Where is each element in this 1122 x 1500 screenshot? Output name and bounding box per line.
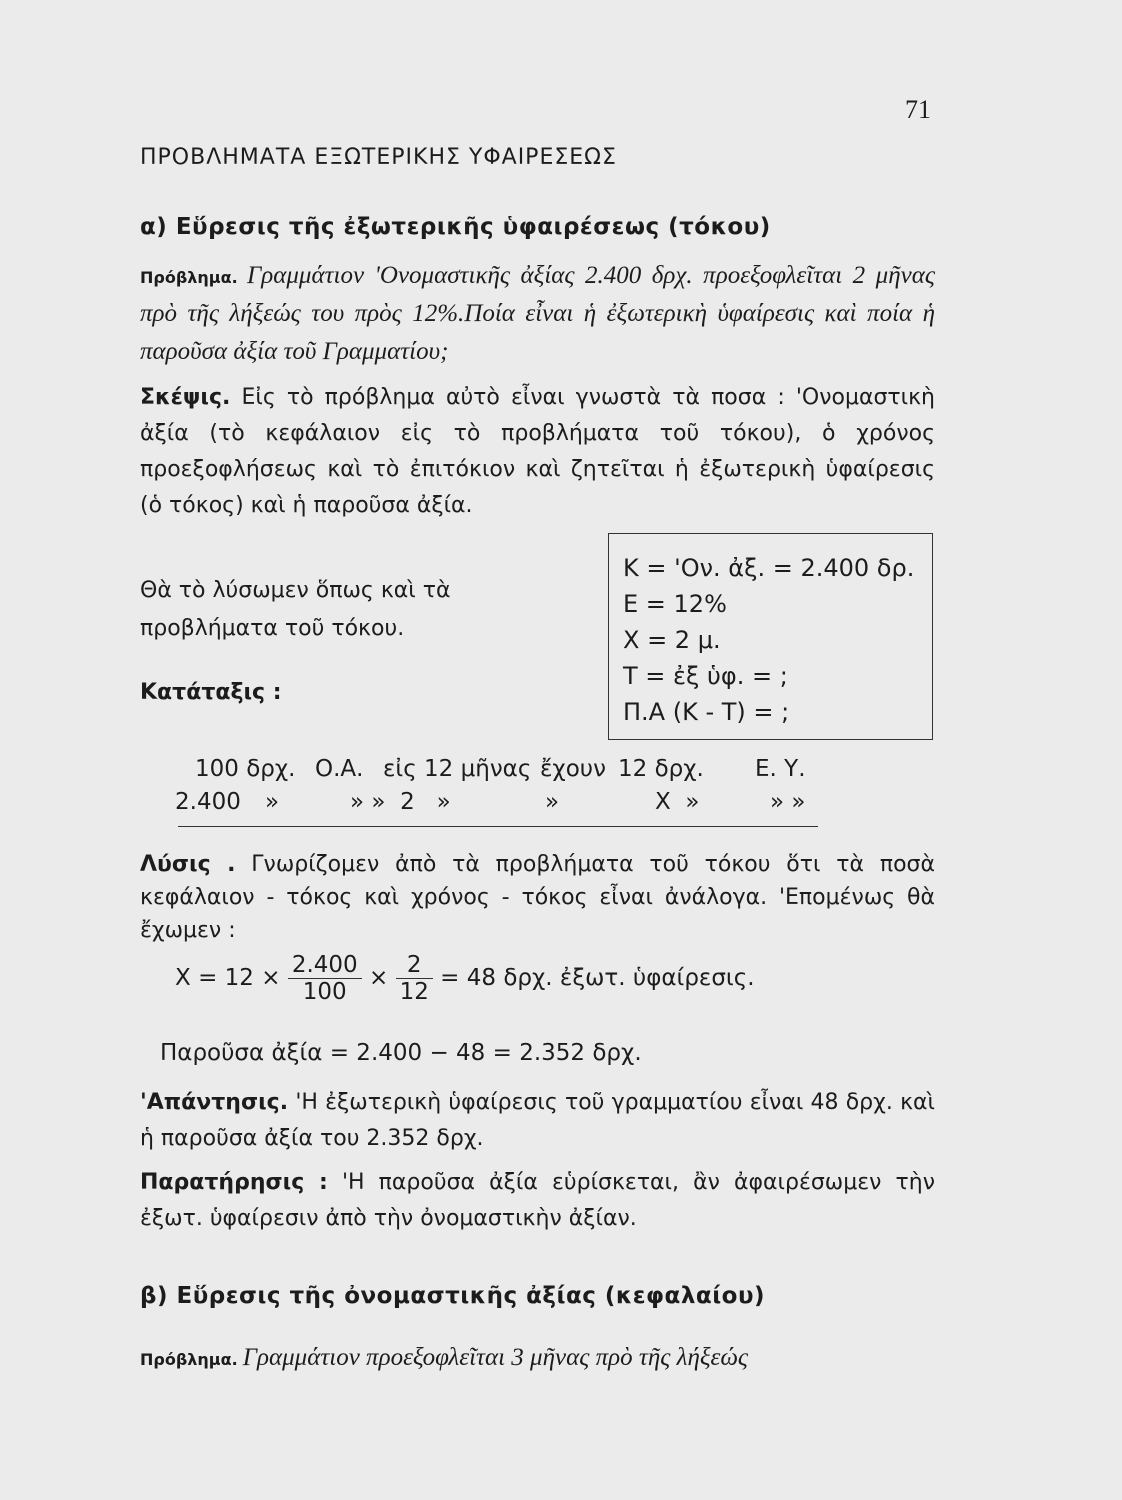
table-cell: Ε. Υ. (755, 756, 806, 782)
table-cell: 2.400 (175, 789, 241, 815)
problem-b-paragraph (140, 1340, 935, 1378)
problem-label: Πρόβλημα. (140, 268, 238, 287)
formula-lhs: Χ = 12 × (175, 965, 281, 991)
table-cell: εἰς 12 μῆνας (383, 756, 532, 782)
answer-label: 'Απάντησις. (140, 1090, 289, 1115)
solution-text: Γνωρίζομεν ἀπὸ τὰ προβλήματα τοῦ τόκου ὅτι τὰ ποσὰ κεφάλαιον - τόκος καὶ χρόνος - τόκος εἶναι ἀνάλογα. 'Επομένως θὰ ἔχωμεν : (140, 852, 935, 943)
solution-paragraph (140, 848, 935, 947)
table-cell: » » (770, 789, 806, 815)
table-cell: ἔχουν (540, 756, 606, 782)
given-item: Κ = 'Ον. ἀξ. = 2.400 δρ. (623, 554, 915, 582)
section-a-heading: α) Εὕρεσις τῆς ἐξωτερικῆς ὑφαιρέσεως (τόκου) (140, 214, 771, 240)
thought-paragraph (140, 380, 935, 524)
table-cell: 12 δρχ. (618, 756, 704, 782)
answer-paragraph (140, 1085, 935, 1157)
numerator: 2.400 (288, 952, 362, 979)
page-number: 71 (905, 95, 931, 124)
denominator: 100 (302, 979, 347, 1005)
table-cell: » (265, 789, 280, 815)
problem-paragraph (140, 258, 935, 372)
thought-label: Σκέψις. (140, 385, 231, 410)
problem-b-text: Γραμμάτιον προεξοφλεῖται 3 μῆνας πρὸ τῆς λήξεώς (242, 1344, 748, 1371)
remark-text: 'Η παροῦσα ἀξία εὑρίσκεται, ἂν ἀφαιρέσωμεν τὴν ἐξωτ. ὑφαίρεσιν ἀπὸ τὴν ὀνομαστικὴν ἀξίαν. (140, 1170, 935, 1231)
given-item: Π.Α (Κ - Τ) = ; (623, 698, 790, 726)
table-cell: Χ » (655, 789, 700, 815)
formula (175, 952, 755, 1005)
problem-text: Γραμμάτιον 'Ονομαστικῆς ἀξίας 2.400 δρχ. προεξοφλεῖται 2 μῆνας πρὸ τῆς λήξεώς του πρὸς 12%.Ποία εἶναι ἡ ἐξωτερικὴ ὑφαίρεσις καὶ ποία ἡ παροῦσα ἀξία τοῦ Γραμματίου; (140, 262, 935, 365)
solve-note: Θὰ τὸ λύσωμεν ὅπως καὶ τὰ προβλήματα τοῦ τόκου. (140, 578, 451, 641)
table-cell: 100 δρχ. (195, 756, 296, 782)
given-item: Χ = 2 μ. (623, 626, 721, 654)
present-value-line: Παροῦσα ἀξία = 2.400 − 48 = 2.352 δρχ. (160, 1040, 642, 1066)
fraction (288, 952, 362, 1005)
denominator: 12 (399, 979, 429, 1005)
givens-box (608, 533, 933, 740)
problem-b-label: Πρόβλημα. (140, 1350, 238, 1369)
formula-rhs: = 48 δρχ. ἐξωτ. ὑφαίρεσις. (440, 965, 755, 991)
answer-text: 'Η ἐξωτερικὴ ὑφαίρεσις τοῦ γραμματίου εἶναι 48 δρχ. καὶ ἡ παροῦσα ἀξία του 2.352 δρχ. (140, 1090, 935, 1151)
given-item: Ε = 12% (623, 590, 727, 618)
table-cell: Ο.Α. (315, 756, 364, 782)
numerator: 2 (396, 952, 433, 979)
table-cell: » » 2 » (350, 789, 451, 815)
given-item: Τ = ἐξ ὑφ. = ; (623, 662, 788, 690)
chapter-title: ΠΡΟΒΛΗΜΑΤΑ ΕΞΩΤΕΡΙΚΗΣ ΥΦΑΙΡΕΣΕΩΣ (140, 145, 617, 170)
fraction (396, 952, 433, 1005)
times-sign: × (368, 965, 389, 991)
divider-line (178, 826, 818, 827)
arrangement-label: Κατάταξις : (140, 680, 282, 705)
table-cell: » (545, 789, 560, 815)
solution-label: Λύσις . (140, 852, 236, 877)
remark-label: Παρατήρησις : (140, 1170, 328, 1195)
section-b-heading: β) Εὕρεσις τῆς ὀνομαστικῆς ἀξίας (κεφαλαίου) (140, 1283, 766, 1309)
thought-text: Εἰς τὸ πρόβλημα αὐτὸ εἶναι γνωστὰ τὰ ποσα : 'Ονομαστικὴ ἀξία (τὸ κεφάλαιον εἰς τὸ προβλήματα τοῦ τόκου), ὁ χρόνος προεξοφλήσεως καὶ τὸ ἐπιτόκιον καὶ ζητεῖται ἡ ἐξωτερικὴ ὑφαίρεσις (ὁ τόκος) καὶ ἡ παροῦσα ἀξία. (140, 385, 936, 518)
remark-paragraph (140, 1165, 935, 1237)
